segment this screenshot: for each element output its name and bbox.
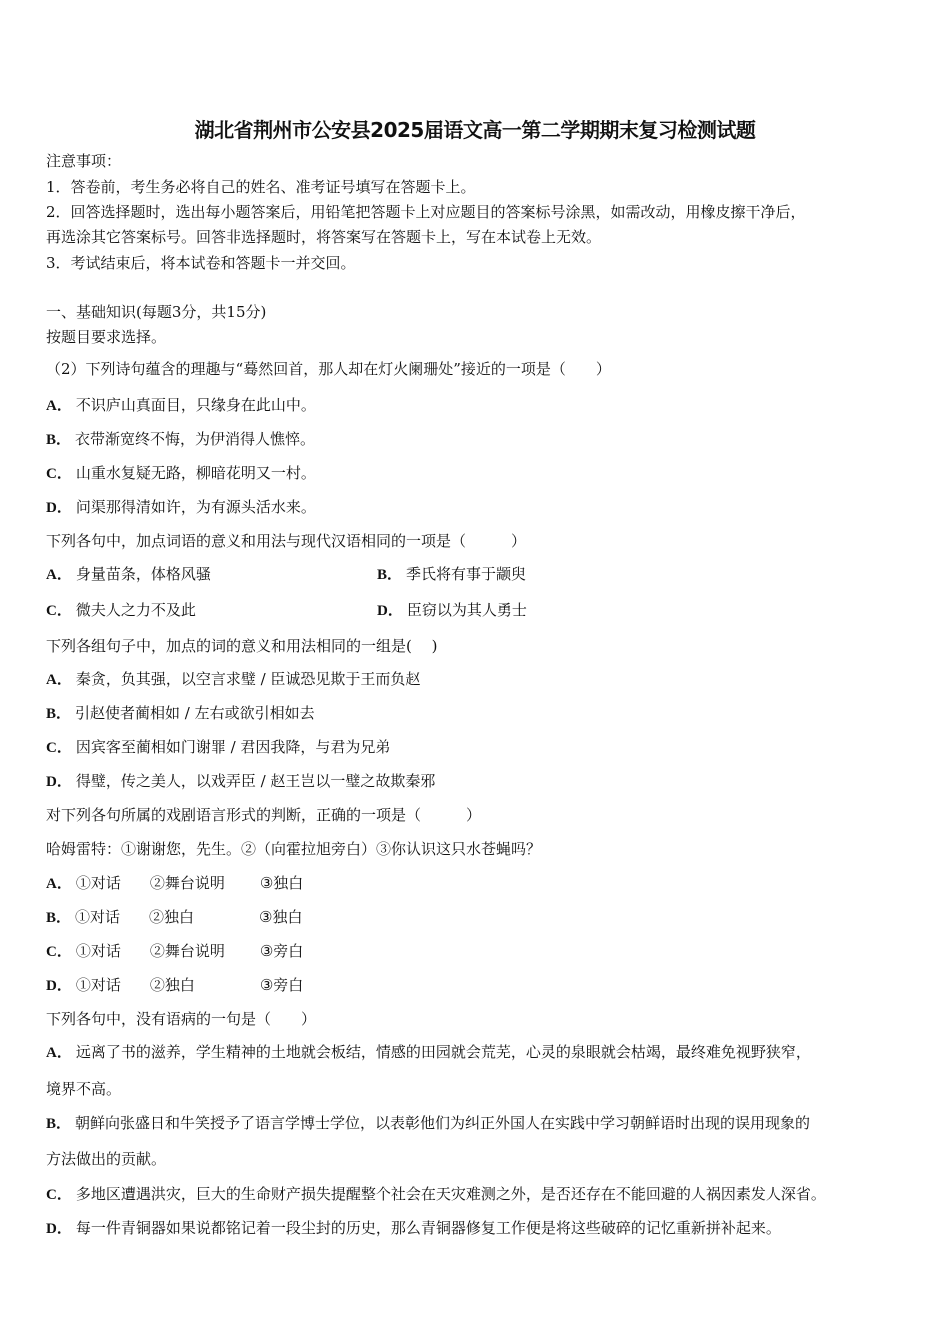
option-a bbox=[46, 873, 303, 894]
notice-item: 2．回答选择题时，选出每小题答案后，用铅笔把答题卡上对应题目的答案标号涂黑，如需改动，用橡皮擦干净后， bbox=[46, 203, 806, 221]
notice-heading: 注意事项： bbox=[46, 152, 122, 170]
question-stem: 下列各句中，没有语病的一句是（ ） bbox=[46, 1010, 317, 1028]
option-part: ②舞台说明 bbox=[149, 874, 225, 892]
notice-item: 再选涂其它答案标号。回答非选择题时，将答案写在答题卡上，写在本试卷上无效。 bbox=[46, 228, 602, 246]
option-b bbox=[46, 703, 315, 724]
option-part: ②独白 bbox=[149, 976, 195, 994]
notice-item: 3．考试结束后，将本试卷和答题卡一并交回。 bbox=[46, 254, 356, 272]
option-d bbox=[46, 771, 435, 792]
option-part: ①对话 bbox=[75, 942, 121, 960]
option-b bbox=[377, 564, 526, 585]
option-part: ②独白 bbox=[149, 908, 195, 926]
option-label: D． bbox=[377, 603, 403, 619]
option-label: A． bbox=[46, 876, 72, 892]
option-text: 身量苗条，体格风骚 bbox=[75, 565, 211, 583]
option-label: D． bbox=[46, 774, 72, 790]
option-text: 问渠那得清如许，为有源头活水来。 bbox=[75, 498, 316, 516]
option-b bbox=[46, 907, 302, 928]
option-label: B． bbox=[46, 706, 72, 722]
notice-item: 1．答卷前，考生务必将自己的姓名、准考证号填写在答题卡上。 bbox=[46, 178, 476, 196]
question-stem: 下列各句中，加点词语的意义和用法与现代汉语相同的一项是（ ） bbox=[46, 532, 527, 550]
option-text: 引赵使者蔺相如 / 左右或欲引相如去 bbox=[75, 704, 315, 722]
option-continuation: 方法做出的贡献。 bbox=[46, 1150, 167, 1168]
option-text: 季氏将有事于颛臾 bbox=[406, 565, 527, 583]
option-part: ①对话 bbox=[75, 874, 121, 892]
question-quote: 哈姆雷特：①谢谢您，先生。②（向霍拉旭旁白）③你认识这只水苍蝇吗？ bbox=[46, 840, 542, 858]
option-b bbox=[46, 429, 315, 450]
option-text: 多地区遭遇洪灾，巨大的生命财产损失提醒整个社会在天灾难测之外，是否还存在不能回避的人祸因素发人深省。 bbox=[75, 1185, 826, 1203]
option-label: A． bbox=[46, 672, 72, 688]
option-part: ③独白 bbox=[259, 908, 303, 926]
option-text: 不识庐山真面目，只缘身在此山中。 bbox=[75, 396, 316, 414]
option-part: ①对话 bbox=[75, 908, 121, 926]
option-part: ③独白 bbox=[259, 874, 304, 892]
option-label: C． bbox=[46, 740, 72, 756]
option-label: D． bbox=[46, 978, 72, 994]
option-part: ③旁白 bbox=[259, 942, 304, 960]
option-text: 山重水复疑无路，柳暗花明又一村。 bbox=[75, 464, 316, 482]
option-text: 微夫人之力不及此 bbox=[75, 601, 196, 619]
option-text: 每一件青铜器如果说都铭记着一段尘封的历史，那么青铜器修复工作便是将这些破碎的记忆重新拼补起来。 bbox=[75, 1219, 781, 1237]
option-a bbox=[46, 395, 316, 416]
option-text: 因宾客至蔺相如门谢罪 / 君因我降，与君为兄弟 bbox=[75, 738, 391, 756]
option-label: B． bbox=[377, 567, 403, 583]
option-label: B． bbox=[46, 1116, 72, 1132]
option-continuation: 境界不高。 bbox=[46, 1080, 122, 1098]
option-d bbox=[46, 1218, 781, 1239]
question-stem: 对下列各句所属的戏剧语言形式的判断，正确的一项是（ ） bbox=[46, 806, 482, 824]
option-text: 远离了书的滋养，学生精神的土地就会板结，情感的田园就会荒芜，心灵的泉眼就会枯竭，最终难免视野狭窄， bbox=[75, 1043, 811, 1061]
option-label: A． bbox=[46, 398, 72, 414]
option-a bbox=[46, 564, 211, 585]
option-c bbox=[46, 737, 390, 758]
option-label: B． bbox=[46, 432, 72, 448]
option-text: 衣带渐宽终不悔，为伊消得人憔悴。 bbox=[75, 430, 316, 448]
question-stem: （2）下列诗句蕴含的理趣与“蓦然回首，那人却在灯火阑珊处”接近的一项是（ ） bbox=[46, 360, 611, 378]
option-a bbox=[46, 669, 420, 690]
option-label: A． bbox=[46, 1045, 72, 1061]
section-heading: 一、基础知识(每题3分，共15分) bbox=[46, 303, 267, 321]
option-c bbox=[46, 1184, 826, 1205]
option-label: D． bbox=[46, 1221, 72, 1237]
option-d bbox=[377, 600, 527, 621]
option-label: C． bbox=[46, 944, 72, 960]
option-label: B． bbox=[46, 910, 72, 926]
option-text: 得璧，传之美人，以戏弄臣 / 赵王岂以一璧之故欺秦邪 bbox=[75, 772, 436, 790]
page-title: 湖北省荆州市公安县2025届语文高一第二学期期末复习检测试题 bbox=[194, 118, 756, 142]
option-text: 臣窃以为其人勇士 bbox=[406, 601, 527, 619]
option-d bbox=[46, 497, 316, 518]
option-c bbox=[46, 600, 196, 621]
option-label: A． bbox=[46, 567, 72, 583]
option-text: 朝鲜向张盛日和牛笑授予了语言学博士学位，以表彰他们为纠正外国人在实践中学习朝鲜语时出现的误用现象的 bbox=[75, 1114, 811, 1132]
option-a bbox=[46, 1042, 811, 1063]
option-text: 秦贪，负其强，以空言求璧 / 臣诚恐见欺于王而负赵 bbox=[75, 670, 421, 688]
option-label: D． bbox=[46, 500, 72, 516]
question-stem: 下列各组句子中，加点的词的意义和用法相同的一组是( ) bbox=[46, 637, 438, 655]
option-b bbox=[46, 1113, 810, 1134]
option-c bbox=[46, 463, 316, 484]
option-label: C． bbox=[46, 603, 72, 619]
option-c bbox=[46, 941, 303, 962]
option-part: ③旁白 bbox=[259, 976, 304, 994]
option-label: C． bbox=[46, 466, 72, 482]
option-part: ①对话 bbox=[75, 976, 121, 994]
section-instruction: 按题目要求选择。 bbox=[46, 328, 167, 346]
option-part: ②舞台说明 bbox=[149, 942, 225, 960]
option-label: C． bbox=[46, 1187, 72, 1203]
option-d bbox=[46, 975, 303, 996]
